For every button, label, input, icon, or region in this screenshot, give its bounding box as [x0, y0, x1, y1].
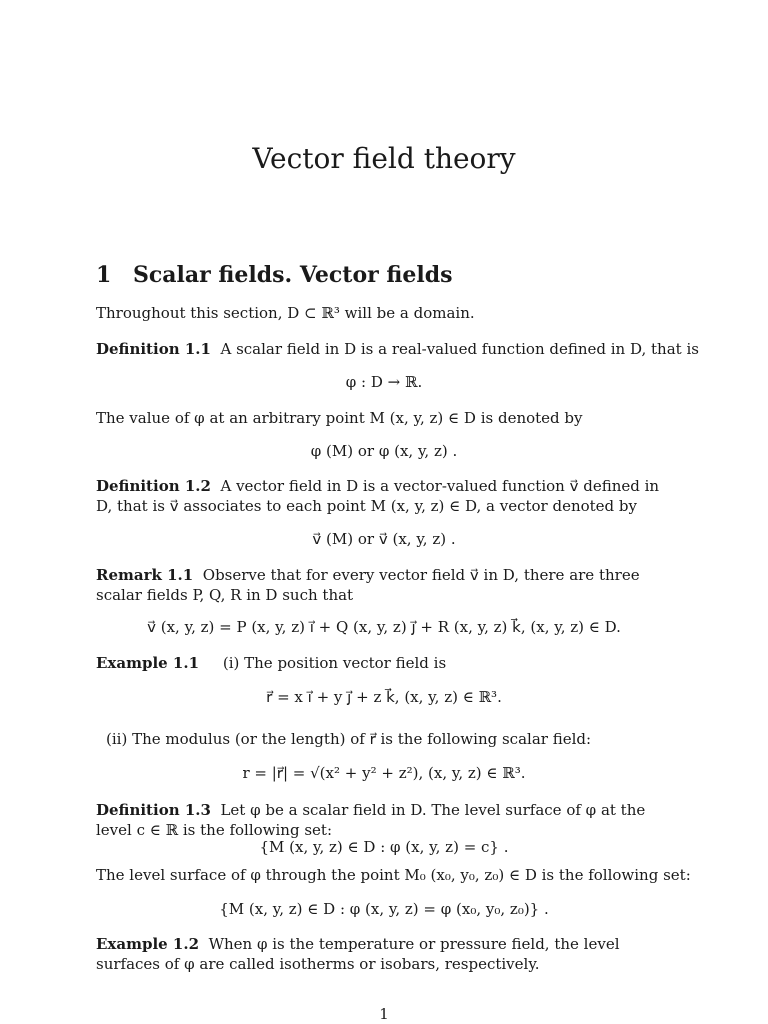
definition-label: Definition 1.3 — [96, 801, 211, 819]
example-1-1 — [96, 653, 446, 673]
remark-label: Remark 1.1 — [96, 566, 194, 584]
definition-label: Definition 1.2 — [96, 477, 211, 495]
intro-paragraph: Throughout this section, D ⊂ ℝ³ will be a domain. — [96, 304, 475, 322]
equation-value: φ (M) or φ (x, y, z) . — [310, 442, 458, 460]
example-item-2: (ii) The modulus (or the length) of r⃗ is the following scalar field: — [106, 730, 592, 748]
remark-text: Observe that for every vector field v⃗ in D, there are three scalar fields P, Q, R in D such that — [96, 566, 640, 604]
equation-modulus: r = |r⃗| = √(x² + y² + z²), (x, y, z) ∈ ℝ³. — [242, 764, 526, 782]
page-number: 1 — [379, 1005, 389, 1023]
definition-label: Definition 1.1 — [96, 340, 211, 358]
definition-1-2 — [96, 476, 671, 516]
section-title: Scalar fields. Vector fields — [133, 262, 453, 288]
level-surface-paragraph: The level surface of φ through the point M₀ (x₀, y₀, z₀) ∈ D is the following set: — [96, 866, 691, 884]
equation-level-set: {M (x, y, z) ∈ D : φ (x, y, z) = c} . — [259, 838, 509, 856]
value-paragraph: The value of φ at an arbitrary point M (x, y, z) ∈ D is denoted by — [96, 409, 583, 427]
section-heading — [96, 262, 452, 288]
example-label: Example 1.2 — [96, 935, 200, 953]
equation-scalar-field: φ : D → ℝ. — [345, 373, 423, 391]
example-text: When φ is the temperature or pressure field, the level surfaces of φ are called isotherms or isobars, respectively. — [96, 935, 620, 973]
definition-1-3 — [96, 800, 671, 840]
definition-text: A vector field in D is a vector-valued function v⃗ defined in D, that is v⃗ associates to each point M (x, y, z) ∈ D, a vector denoted by — [96, 477, 660, 515]
example-item-1: (i) The position vector field is — [222, 654, 447, 672]
example-label: Example 1.1 — [96, 654, 200, 672]
document-title: Vector field theory — [252, 142, 516, 175]
equation-position-vector: r⃗ = x i⃗ + y j⃗ + z k⃗, (x, y, z) ∈ ℝ³. — [266, 688, 502, 706]
equation-decomposition: v⃗ (x, y, z) = P (x, y, z) i⃗ + Q (x, y, z) j⃗ + R (x, y, z) k⃗, (x, y, z) ∈ D. — [147, 618, 621, 636]
definition-text: Let φ be a scalar field in D. The level surface of φ at the level c ∈ ℝ is the following set: — [96, 801, 646, 839]
section-number: 1 — [96, 262, 112, 288]
equation-level-through-point: {M (x, y, z) ∈ D : φ (x, y, z) = φ (x₀, y₀, z₀)} . — [219, 900, 549, 918]
equation-vector-field: v⃗ (M) or v⃗ (x, y, z) . — [312, 530, 456, 548]
remark-1-1 — [96, 565, 671, 605]
definition-1-1 — [96, 339, 699, 359]
definition-text: A scalar field in D is a real-valued function defined in D, that is — [220, 340, 699, 358]
example-1-2 — [96, 934, 671, 974]
